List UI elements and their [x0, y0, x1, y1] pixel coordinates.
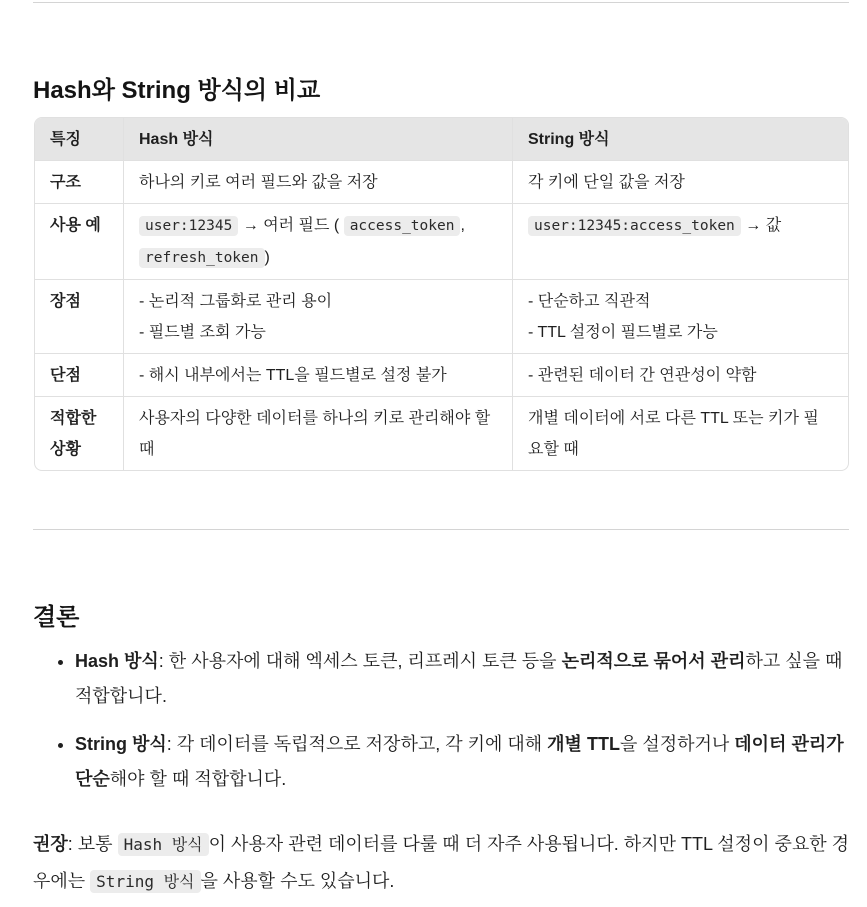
bullet-text: : 각 데이터를 독립적으로 저장하고, 각 키에 대해	[166, 734, 548, 754]
bullet-title: Hash 방식	[75, 651, 159, 671]
cell-text: → 값	[740, 217, 782, 234]
cell-string-structure: 각 키에 단일 값을 저장	[513, 161, 848, 204]
top-divider	[33, 2, 849, 3]
cell-text: → 여러 필드 (	[238, 217, 340, 234]
cell-line: - 필드별 조회 가능	[139, 324, 266, 341]
conclusion-heading: 결론	[33, 604, 80, 631]
inline-code: user:12345	[139, 216, 238, 236]
bullet-text: 을 설정하거나	[619, 734, 735, 754]
inline-code: access_token	[344, 216, 461, 236]
cell-string-cons: - 관련된 데이터 간 연관성이 약함	[513, 354, 848, 397]
recommendation-label: 권장	[33, 834, 68, 854]
bullet-text: : 한 사용자에 대해 엑세스 토큰, 리프레시 토큰 등을	[158, 651, 562, 671]
comparison-table	[34, 117, 849, 471]
cell-line: 상황	[50, 441, 81, 458]
cell-text: ,	[460, 217, 465, 234]
cell-hash-example	[124, 204, 513, 280]
list-item-string	[75, 727, 849, 797]
recommendation	[33, 826, 849, 900]
cell-line: - TTL 설정이 필드별로 가능	[528, 324, 718, 341]
table-row-pros	[35, 280, 848, 354]
cell-hash-fit: 사용자의 다양한 데이터를 하나의 키로 관리해야 할 때	[124, 397, 513, 470]
recommendation-text: 이 사용자 관련 데이터를 다룰 때 더 자주 사용됩니다. 하지만 TTL 설정이 중요한 경우에는	[33, 834, 850, 891]
comparison-heading: Hash와 String 방식의 비교	[33, 77, 321, 104]
header-string: String 방식	[513, 118, 848, 161]
list-item-hash	[75, 644, 849, 714]
cell-string-pros	[513, 280, 848, 354]
cell-line: 적합한	[50, 410, 97, 427]
cell-line: - 논리적 그룹화로 관리 용이	[139, 293, 333, 310]
row-label-cons: 단점	[35, 354, 124, 397]
cell-line: - 단순하고 직관적	[528, 293, 651, 310]
recommendation-text: : 보통	[67, 834, 118, 854]
table-row-fit	[35, 397, 848, 470]
cell-text: )	[264, 249, 270, 266]
bullet-text: 해야 할 때 적합합니다.	[109, 769, 287, 789]
cell-string-fit: 개별 데이터에 서로 다른 TTL 또는 키가 필요할 때	[528, 410, 819, 458]
cell-string-example	[513, 204, 848, 280]
table-row-structure	[35, 161, 848, 204]
cell-hash-pros	[124, 280, 513, 354]
bullet-title: String 방식	[75, 734, 167, 754]
bullet-emphasis: 데이터 관리가 단순	[75, 734, 844, 789]
cell-hash-cons: - 해시 내부에서는 TTL을 필드별로 설정 불가	[124, 354, 513, 397]
bullet-emphasis: 논리적으로 묶어서 관리	[561, 651, 746, 671]
row-label-fit	[35, 397, 124, 470]
conclusion-list	[33, 644, 849, 810]
bullet-emphasis: 개별 TTL	[547, 734, 620, 754]
cell-hash-structure: 하나의 키로 여러 필드와 값을 저장	[124, 161, 513, 204]
middle-divider	[33, 529, 849, 530]
row-label-pros: 장점	[35, 280, 124, 354]
table-row-example	[35, 204, 848, 280]
bullet-text: 하고 싶을 때 적합합니다.	[75, 651, 843, 706]
table-header-row	[35, 118, 848, 161]
recommendation-text: 을 사용할 수도 있습니다.	[200, 871, 395, 891]
inline-code: refresh_token	[139, 248, 265, 268]
row-label-structure: 구조	[35, 161, 124, 204]
inline-code: Hash 방식	[118, 833, 209, 856]
header-feature: 특징	[35, 118, 124, 161]
inline-code: user:12345:access_token	[528, 216, 741, 236]
inline-code: String 방식	[90, 870, 200, 893]
header-hash: Hash 방식	[124, 118, 513, 161]
row-label-example: 사용 예	[35, 204, 124, 280]
table-row-cons	[35, 354, 848, 397]
